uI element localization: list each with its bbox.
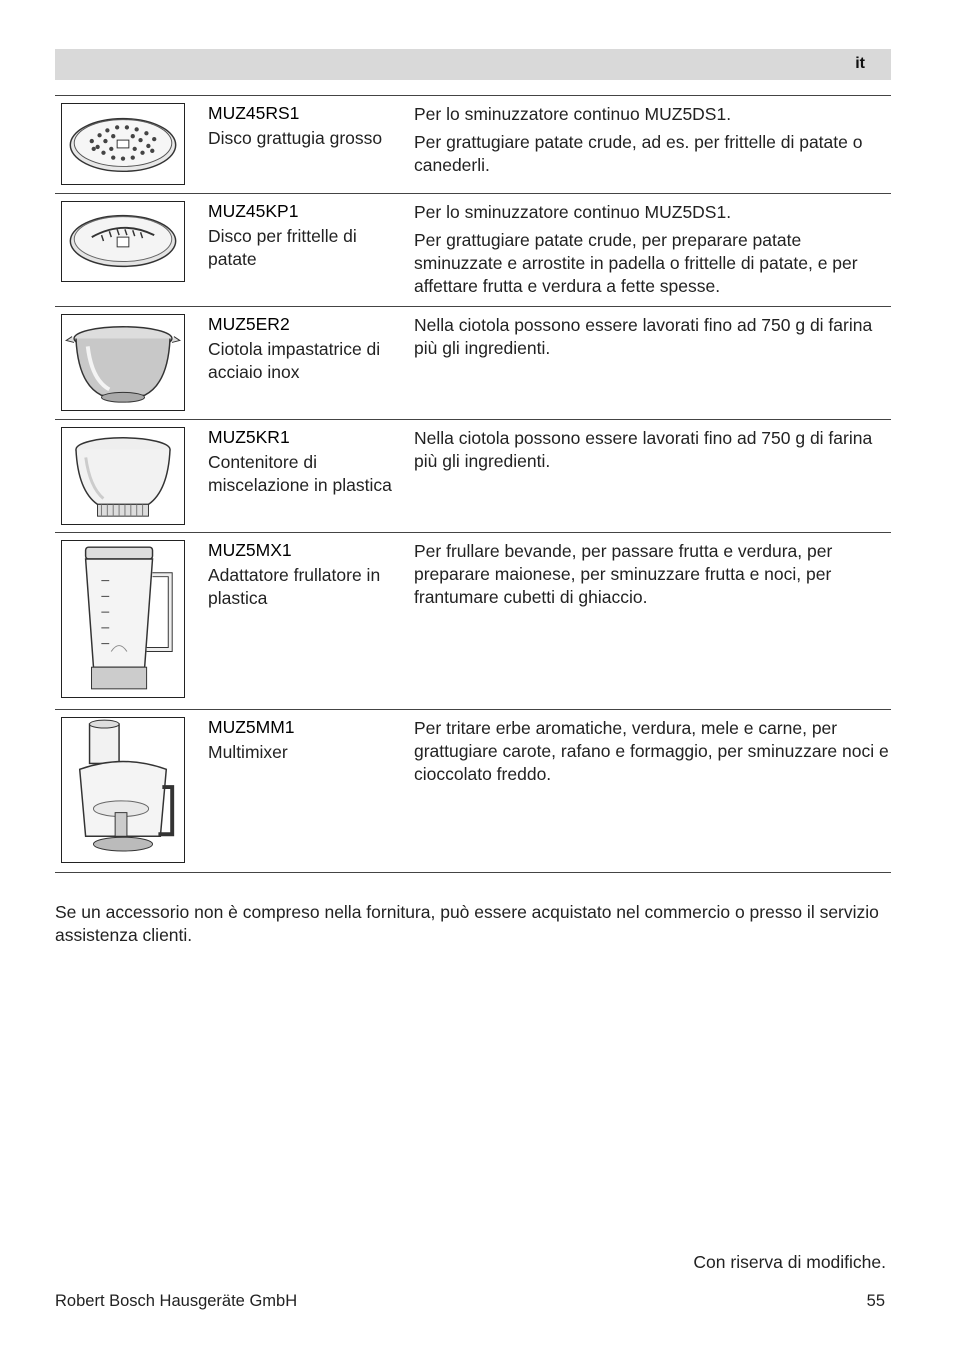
description-line: Per lo sminuzzatore continuo MUZ5DS1. bbox=[414, 104, 732, 124]
table-row bbox=[55, 96, 891, 194]
accessory-table bbox=[55, 95, 891, 873]
product-name: Ciotola impastatrice di acciaio inox bbox=[208, 339, 381, 382]
steel-bowl-icon bbox=[61, 314, 185, 411]
product-name: Multimixer bbox=[208, 742, 288, 762]
product-description bbox=[414, 314, 890, 365]
reserve-note: Con riserva di modifiche. bbox=[693, 1252, 886, 1272]
description-line: Per grattugiare patate crude, per preparare patate sminuzzate e arrostite in padella o frittelle di patate, e per affettare frutta e verdura a fette spesse. bbox=[414, 230, 858, 296]
table-row bbox=[55, 307, 891, 420]
language-tag: it bbox=[855, 55, 865, 72]
product-code: MUZ5KR1 bbox=[208, 427, 290, 447]
multimixer-icon bbox=[61, 717, 185, 863]
description-line: Per grattugiare patate crude, ad es. per frittelle di patate o canederli. bbox=[414, 132, 863, 175]
potato-disc-icon bbox=[61, 201, 185, 282]
page-number: 55 bbox=[866, 1292, 885, 1310]
product-description bbox=[414, 201, 890, 303]
product-description bbox=[414, 103, 890, 182]
product-code: MUZ45RS1 bbox=[208, 103, 300, 123]
product-name: Disco per frittelle di patate bbox=[208, 226, 357, 269]
product-description bbox=[414, 540, 890, 614]
description-line: Per lo sminuzzatore continuo MUZ5DS1. bbox=[414, 202, 732, 222]
product-code: MUZ5ER2 bbox=[208, 314, 290, 334]
grater-disc-icon bbox=[61, 103, 185, 185]
table-row bbox=[55, 710, 891, 873]
product-description bbox=[414, 427, 890, 478]
description-line: Nella ciotola possono essere lavorati fino ad 750 g di farina più gli ingredienti. bbox=[414, 315, 873, 358]
product-name: Adattatore frullatore in plastica bbox=[208, 565, 381, 608]
table-row bbox=[55, 533, 891, 710]
header-bar bbox=[55, 49, 891, 80]
availability-note: Se un accessorio non è compreso nella fornitura, può essere acquistato nel commercio o presso il servizio assistenza clienti. bbox=[55, 902, 879, 945]
table-row bbox=[55, 194, 891, 307]
company-name: Robert Bosch Hausgeräte GmbH bbox=[55, 1292, 298, 1310]
product-name: Disco grattugia grosso bbox=[208, 128, 383, 148]
table-row bbox=[55, 420, 891, 533]
product-description bbox=[414, 717, 890, 791]
plastic-bowl-icon bbox=[61, 427, 185, 525]
description-line: Nella ciotola possono essere lavorati fino ad 750 g di farina più gli ingredienti. bbox=[414, 428, 873, 471]
description-line: Per frullare bevande, per passare frutta e verdura, per preparare maionese, per sminuzzare frutta e noci, per frantumare cubetti di ghiaccio. bbox=[414, 541, 833, 607]
product-code: MUZ45KP1 bbox=[208, 201, 299, 221]
product-code: MUZ5MM1 bbox=[208, 717, 295, 737]
description-line: Per tritare erbe aromatiche, verdura, mele e carne, per grattugiare carote, rafano e formaggio, per sminuzzare noci e cioccolato freddo. bbox=[414, 718, 889, 784]
product-name: Contenitore di miscelazione in plastica bbox=[208, 452, 392, 495]
blender-icon bbox=[61, 540, 185, 698]
product-code: MUZ5MX1 bbox=[208, 540, 292, 560]
